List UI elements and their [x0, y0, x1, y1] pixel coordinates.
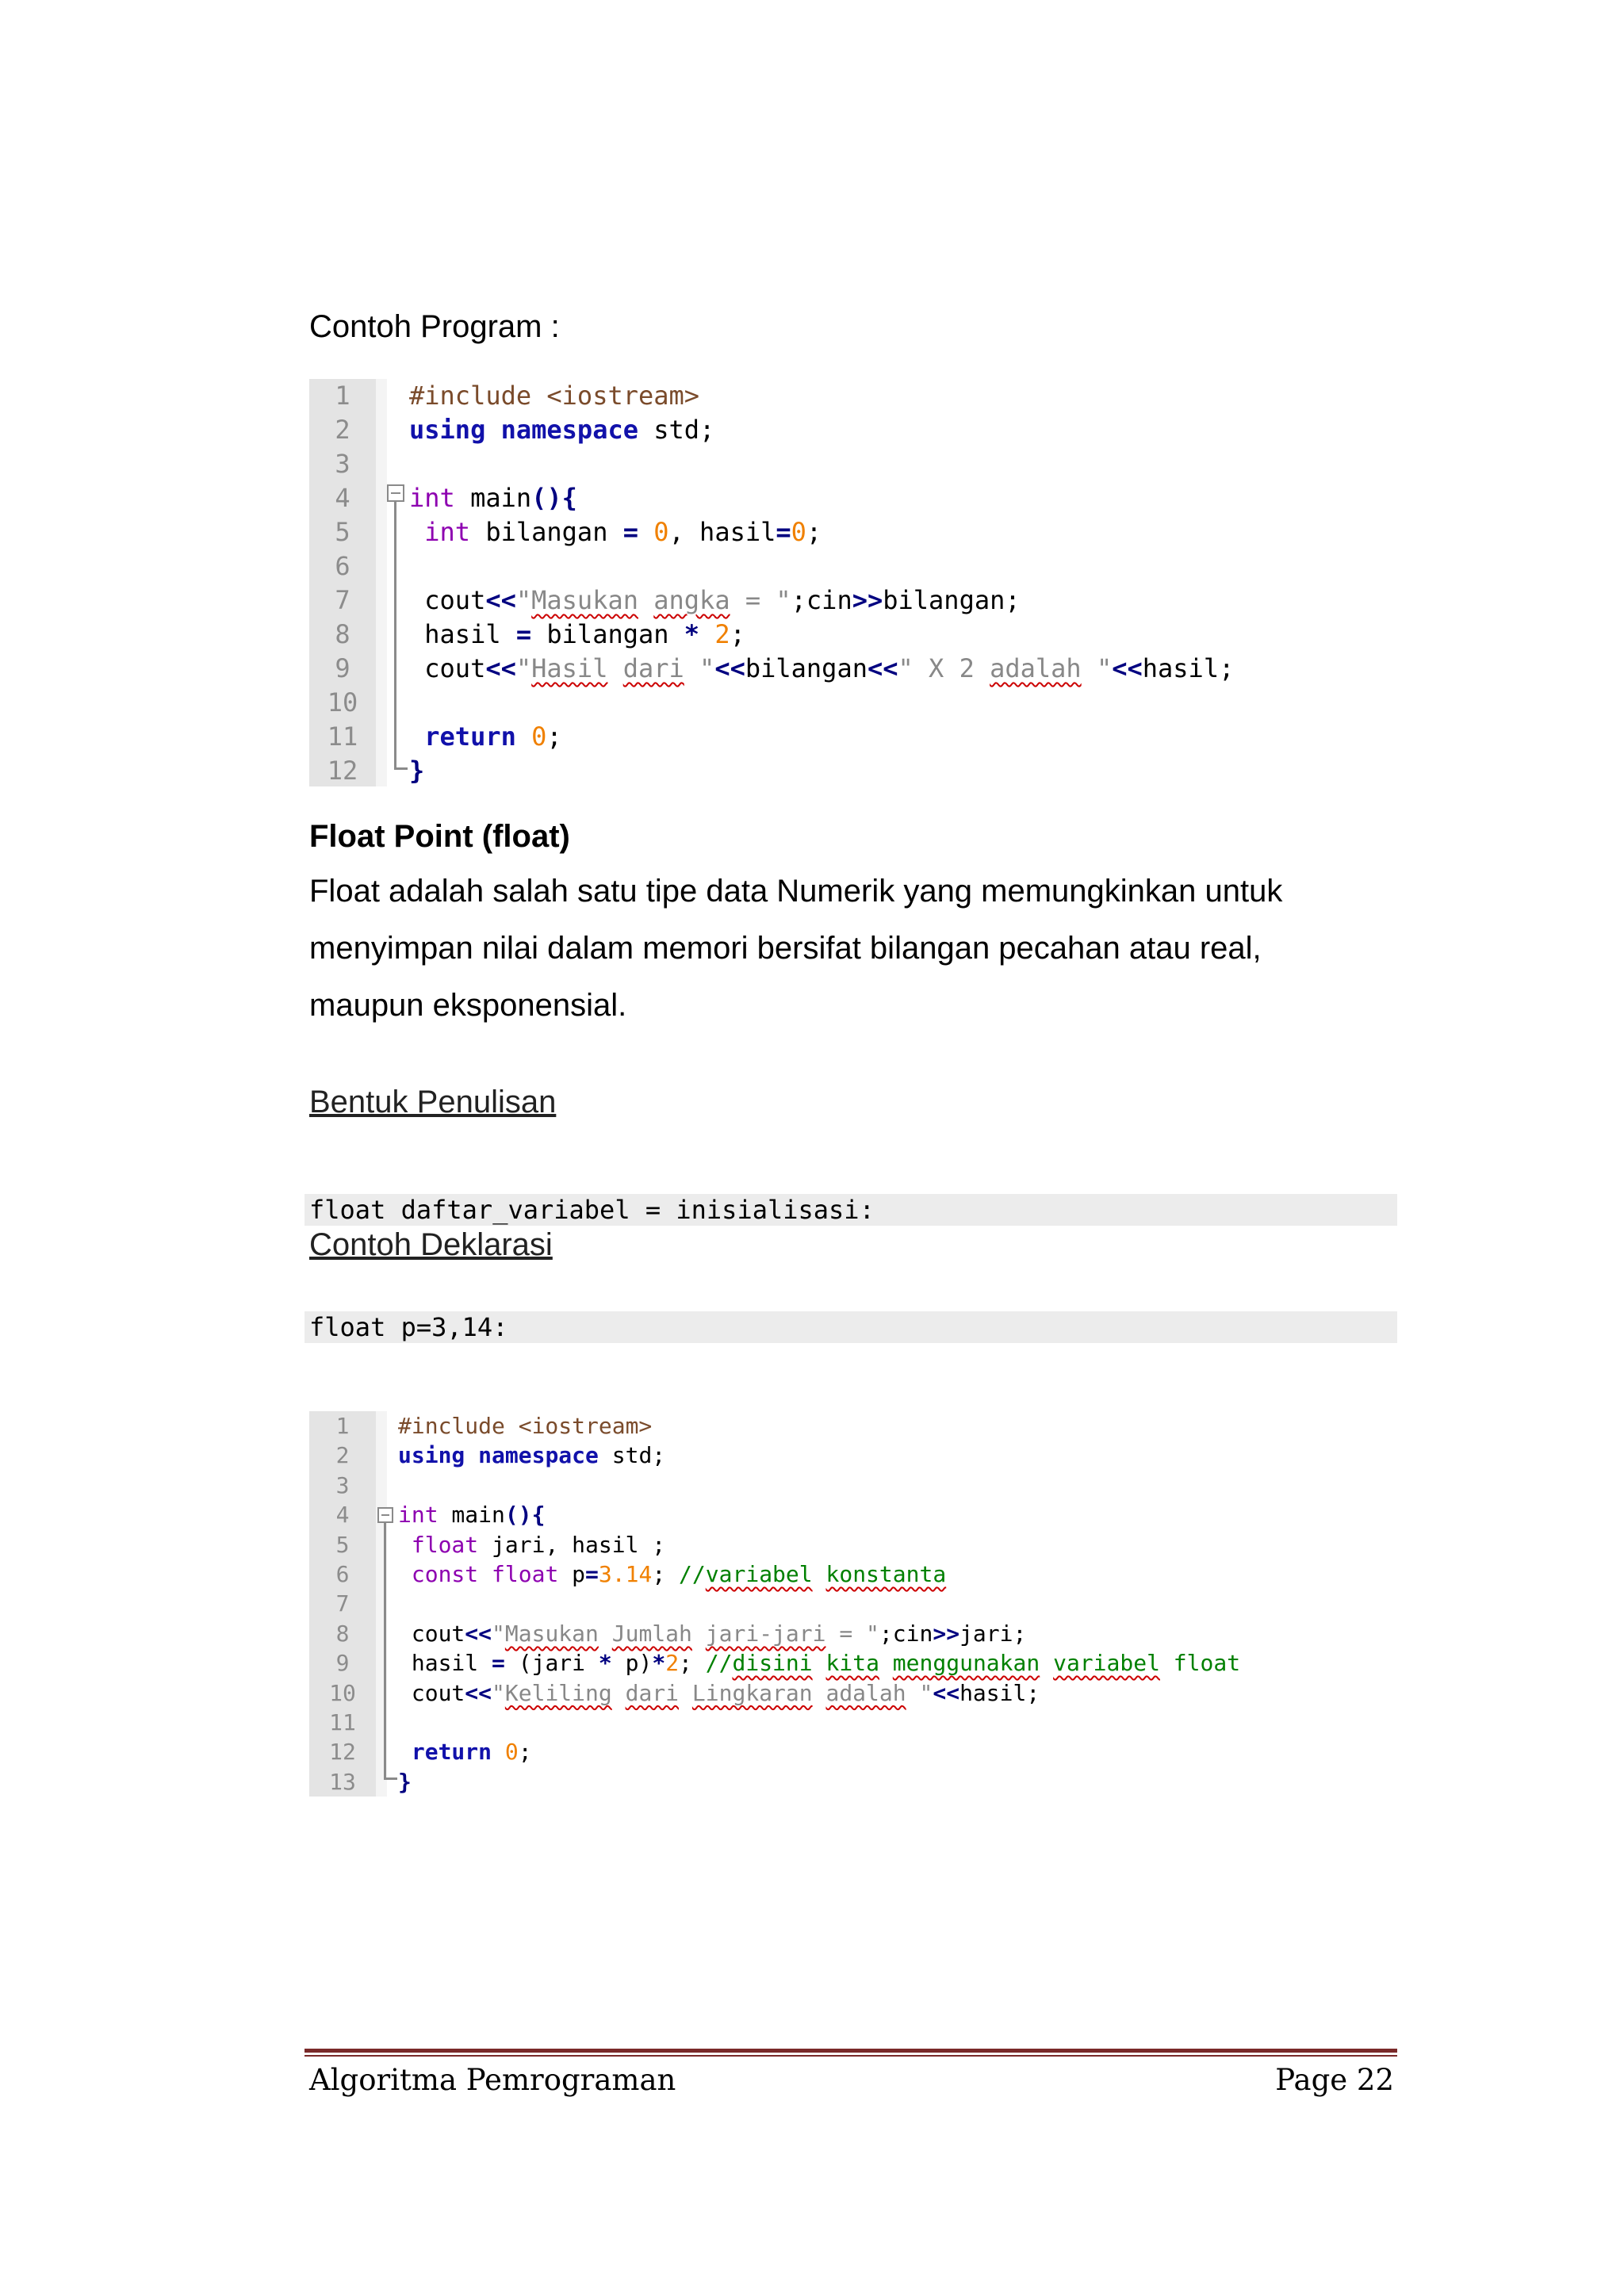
float-paragraph — [309, 863, 1282, 1034]
code-token — [398, 1739, 412, 1765]
code-token: main — [454, 483, 532, 513]
code-line — [398, 1648, 1240, 1678]
code-token: = " — [730, 585, 791, 615]
code-token: using — [409, 415, 486, 445]
code-token: " — [492, 1620, 505, 1647]
code-token — [813, 1650, 826, 1676]
code-token — [879, 1650, 893, 1676]
code-token — [813, 1561, 826, 1587]
code-token: Hasil — [531, 653, 608, 683]
line-number: 12 — [327, 756, 358, 786]
code-token: " — [684, 653, 715, 683]
code-token: 2 — [714, 619, 730, 649]
code-token: cout — [409, 585, 486, 615]
code-token — [465, 1442, 478, 1468]
fold-guide-line — [384, 1521, 386, 1774]
code-line — [409, 379, 699, 413]
fold-collapse-icon[interactable] — [377, 1507, 393, 1523]
code-token: cout — [398, 1679, 465, 1706]
code-token — [409, 721, 424, 752]
code-token — [638, 517, 653, 547]
code-token: cout — [398, 1620, 465, 1647]
code-token: main — [438, 1502, 505, 1529]
line-number: 2 — [335, 1442, 350, 1469]
code-line — [398, 1619, 1026, 1648]
code-token: return — [411, 1739, 492, 1766]
line-number: 8 — [335, 619, 350, 649]
code-token: << — [867, 653, 898, 683]
code-line — [398, 1411, 652, 1441]
line-number: 5 — [335, 517, 350, 547]
fold-guide-line — [394, 500, 396, 767]
code-token — [398, 1532, 412, 1558]
code-token: >> — [852, 585, 883, 615]
declaration-example: float p=3,14: — [304, 1311, 1397, 1343]
code-token: << — [485, 653, 516, 683]
code-token: * — [684, 619, 700, 649]
footer-title: Algoritma Pemrograman — [309, 2063, 676, 2097]
code-token: p — [558, 1561, 586, 1587]
code-token: float — [492, 1561, 559, 1587]
code-token: adalah — [990, 653, 1082, 683]
line-number: 3 — [335, 1471, 350, 1498]
code-token: Keliling — [504, 1679, 612, 1706]
line-number: 3 — [335, 449, 350, 479]
code-token: Lingkaran — [691, 1679, 813, 1706]
code-token: } — [398, 1768, 412, 1795]
code-line — [409, 720, 562, 754]
code-token: * — [598, 1650, 612, 1677]
code-token: " — [515, 653, 532, 683]
code-token: ; — [652, 1561, 680, 1587]
code-token: 2 — [665, 1650, 680, 1677]
paragraph-line: Float adalah salah satu tipe data Numerik yang memungkinkan untuk — [309, 874, 1283, 909]
code-token: const — [411, 1561, 479, 1587]
code-token: p) — [611, 1650, 653, 1677]
code-token — [638, 585, 653, 615]
line-number: 2 — [335, 415, 350, 445]
line-number: 7 — [335, 585, 350, 615]
code-token — [607, 653, 622, 683]
code-token: Jumlah — [611, 1620, 692, 1647]
line-number: 1 — [335, 1413, 350, 1439]
code-block-1 — [309, 379, 1396, 786]
code-token: ; — [730, 619, 745, 649]
code-token — [398, 1561, 412, 1587]
code-token: namespace — [500, 415, 638, 445]
code-token: kita — [825, 1650, 879, 1677]
code-token — [485, 415, 500, 445]
code-token: Masukan — [504, 1620, 599, 1647]
code-token: ; — [679, 1650, 706, 1677]
line-number: 7 — [335, 1590, 350, 1617]
code-line — [409, 584, 1021, 618]
code-token: 0 — [791, 517, 806, 547]
code-token: using — [398, 1442, 465, 1469]
code-token: std; — [638, 415, 715, 445]
code-token: , hasil — [668, 517, 776, 547]
line-number: 9 — [335, 653, 350, 683]
code-line — [398, 1530, 665, 1559]
code-token: = — [492, 1650, 505, 1677]
code-token: float — [1159, 1650, 1241, 1677]
code-token — [692, 1621, 706, 1647]
code-token: bilangan — [470, 517, 623, 547]
code-token: 0 — [531, 721, 547, 752]
code-token: " — [1081, 653, 1113, 683]
code-token: << — [714, 653, 745, 683]
code-token — [813, 1680, 826, 1706]
code-token: << — [933, 1679, 960, 1706]
code-token: 0 — [504, 1739, 519, 1766]
code-token: " X 2 — [898, 653, 990, 683]
code-token: int — [398, 1502, 439, 1529]
code-token: (){ — [531, 483, 577, 513]
code-token: variabel — [1053, 1650, 1160, 1677]
code-line — [409, 481, 577, 515]
contoh-deklarasi-label: Contoh Deklarasi — [309, 1227, 553, 1262]
syntax-example: float daftar_variabel = inisialisasi: — [304, 1194, 1397, 1226]
code-token: variabel — [705, 1561, 813, 1587]
line-number: 8 — [335, 1620, 350, 1647]
code-token: ; — [546, 721, 562, 752]
code-line — [398, 1678, 1040, 1708]
code-token: // — [679, 1561, 706, 1587]
line-number: 4 — [335, 483, 350, 513]
code-token: #include <iostream> — [398, 1413, 653, 1439]
code-token: 0 — [653, 517, 669, 547]
code-line — [409, 652, 1234, 686]
line-number: 10 — [327, 687, 358, 718]
float-heading: Float Point (float) — [309, 819, 570, 854]
code-token: dari — [625, 1679, 680, 1706]
line-number: 6 — [335, 1561, 350, 1587]
code-token: * — [652, 1650, 666, 1677]
code-token: << — [485, 585, 516, 615]
code-token: << — [465, 1620, 492, 1647]
code-block-2 — [309, 1411, 1396, 1797]
code-token: bilangan — [531, 619, 684, 649]
bentuk-penulisan-label: Bentuk Penulisan — [309, 1085, 557, 1119]
code-line — [398, 1500, 545, 1529]
code-token: << — [465, 1679, 492, 1706]
code-token: = — [515, 619, 532, 649]
code-token: >> — [933, 1620, 960, 1647]
code-line — [398, 1559, 946, 1589]
code-token: hasil; — [1142, 653, 1235, 683]
line-number: 13 — [329, 1768, 356, 1795]
page-number: Page 22 — [1275, 2063, 1394, 2097]
code-token: float — [411, 1531, 479, 1558]
code-token — [1040, 1650, 1053, 1676]
code-line — [398, 1767, 412, 1797]
code-token: jari-jari — [705, 1620, 826, 1647]
paragraph-line: maupun eksponensial. — [309, 988, 627, 1023]
code-token: = — [776, 517, 791, 547]
code-token: } — [409, 756, 425, 786]
code-token — [492, 1739, 505, 1765]
code-token: " — [492, 1679, 505, 1706]
code-token: jari, hasil ; — [478, 1531, 666, 1558]
code-token: hasil; — [959, 1679, 1040, 1706]
line-number: 6 — [335, 551, 350, 581]
code-token: menggunakan — [892, 1650, 1040, 1677]
code-line — [409, 413, 714, 447]
code-token: // — [705, 1650, 733, 1677]
code-token: cout — [409, 653, 486, 683]
code-token: #include <iostream> — [409, 381, 700, 411]
code-line — [409, 754, 424, 788]
code-token: angka — [653, 585, 730, 615]
line-number: 10 — [329, 1679, 356, 1706]
code-token — [409, 517, 424, 547]
fold-end-marker — [384, 1770, 397, 1780]
code-line — [409, 618, 745, 652]
code-token: konstanta — [825, 1561, 947, 1587]
code-token: 3.14 — [598, 1561, 653, 1587]
code-token: " — [515, 585, 532, 615]
line-number: 5 — [335, 1531, 350, 1558]
footer-rule-thin — [304, 2055, 1397, 2057]
code-token: std; — [598, 1442, 666, 1469]
line-number: 4 — [335, 1502, 350, 1529]
code-token: adalah — [825, 1679, 906, 1706]
code-token: ;cin — [791, 585, 852, 615]
code-token: int — [409, 483, 455, 513]
code-token: return — [424, 721, 516, 752]
code-token: << — [1112, 653, 1143, 683]
code-token: dari — [622, 653, 684, 683]
code-token: ; — [518, 1739, 532, 1766]
line-number: 11 — [329, 1709, 356, 1735]
code-token: " — [906, 1679, 933, 1706]
line-number: 12 — [329, 1739, 356, 1766]
code-token: jari; — [959, 1620, 1027, 1647]
line-number: 9 — [335, 1650, 350, 1677]
code-token — [516, 721, 531, 752]
code-token: hasil — [409, 619, 516, 649]
code-token — [679, 1680, 692, 1706]
line-number: 1 — [335, 381, 350, 411]
code-token: bilangan; — [883, 585, 1021, 615]
code-token: ; — [806, 517, 822, 547]
code-token — [612, 1680, 626, 1706]
code-token: hasil — [398, 1650, 492, 1677]
code-line — [409, 515, 822, 549]
code-token: disini — [732, 1650, 813, 1677]
code-line — [398, 1441, 665, 1470]
code-token: = — [622, 517, 638, 547]
code-token: ;cin — [879, 1620, 933, 1647]
code-token — [478, 1561, 492, 1587]
code-line — [398, 1737, 532, 1766]
code-token: namespace — [478, 1442, 599, 1469]
line-number: 11 — [327, 721, 358, 752]
fold-end-marker — [394, 760, 408, 770]
code-token: bilangan — [745, 653, 868, 683]
footer-rule — [304, 2049, 1397, 2053]
code-token: int — [424, 517, 471, 547]
code-token: Masukan — [531, 585, 638, 615]
contoh-program-label: Contoh Program : — [309, 309, 560, 344]
code-token — [699, 619, 714, 649]
paragraph-line: menyimpan nilai dalam memori bersifat bilangan pecahan atau real, — [309, 931, 1262, 966]
code-token — [599, 1621, 612, 1647]
code-token: = " — [825, 1620, 879, 1647]
code-token: = — [585, 1561, 599, 1587]
code-token: (){ — [504, 1502, 546, 1529]
fold-collapse-icon[interactable] — [387, 484, 404, 502]
code-token: (jari — [504, 1650, 599, 1677]
